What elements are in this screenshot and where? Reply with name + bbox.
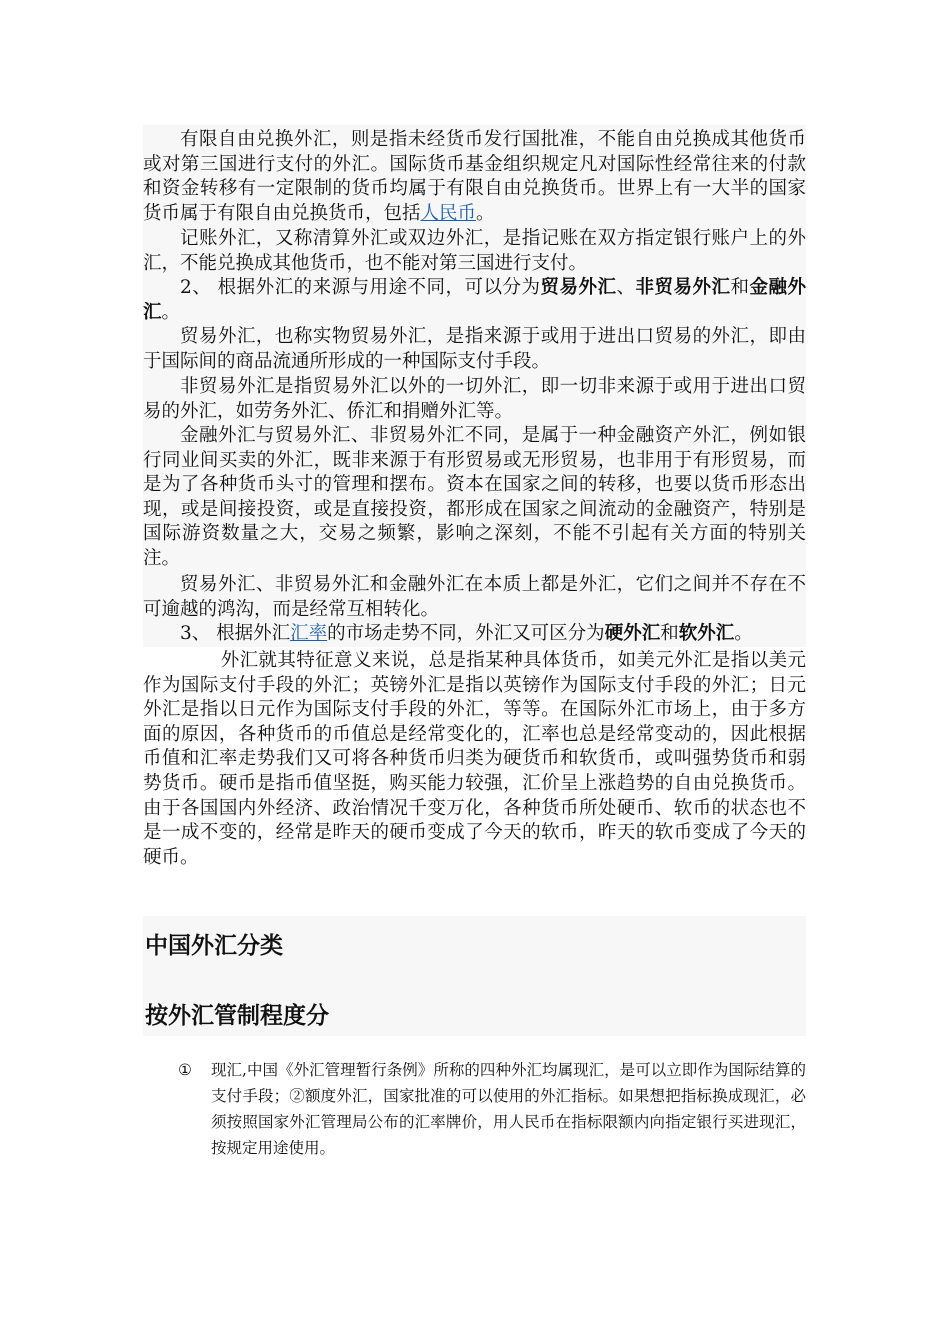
term-soft-fx: 软外汇 (678, 623, 735, 644)
link-exchange-rate[interactable]: 汇率 (290, 623, 328, 644)
link-renminbi[interactable]: 人民币 (420, 202, 477, 224)
heading-by-control-degree: 按外汇管制程度分 (145, 1003, 329, 1029)
list-item (178, 1057, 806, 1161)
term-hard-fx: 硬外汇 (604, 623, 661, 644)
paragraph-classification-2: 2、 根据外汇的来源与用途不同，可以分为贸易外汇、非贸易外汇和金融外汇。 (143, 277, 806, 323)
term-financial-fx: 金融外汇 (143, 277, 806, 323)
term-trade-fx: 贸易外汇 (540, 277, 617, 298)
paragraph-hard-soft-currency: 外汇就其特征意义来说，总是指某种具体货币，如美元外汇是指以美元作为国际支付手段的外汇；英镑外汇是指以英镑作为国际支付手段的外汇；日元外汇是指以日元作为国际支付手段的外汇，等等。在国际外汇市场上，由于多方面的原因，各种货币的币值总是经常变化的，汇率也总是经常变动的，因此根据币值和汇率走势我们又可将各种货币归类为硬货币和软货币，或叫强势货币和弱势货币。硬币是指币值坚挺，购买能力较强，汇价呈上涨趋势的自由兑换货币。由于各国国内外经济、政治情况千变万化，各种货币所处硬币、软币的状态也不是一成不变的，经常是昨天的硬币变成了今天的软币，昨天的软币变成了今天的硬币。 (143, 650, 806, 868)
paragraph-trade-fx: 贸易外汇，也称实物贸易外汇，是指来源于或用于进出口贸易的外汇，即由于国际间的商品流通所形成的一种国际支付手段。 (143, 326, 806, 372)
list-marker: ① (178, 1061, 192, 1079)
paragraph-non-trade-fx: 非贸易外汇是指贸易外汇以外的一切外汇，即一切非来源于或用于进出口贸易的外汇，如劳务外汇、侨汇和捐赠外汇等。 (143, 376, 806, 422)
list-item-text: 现汇,中国《外汇管理暂行条例》所称的四种外汇均属现汇，是可以立即作为国际结算的支付手段；②额度外汇，国家批准的可以使用的外汇指标。如果想把指标换成现汇，必须按照国家外汇管理局公布的汇率牌价，用人民币在指标限额内向指定银行买进现汇，按规定用途使用。 (211, 1061, 806, 1157)
term-non-trade-fx: 非贸易外汇 (635, 277, 731, 298)
paragraph-classification-3: 3、 根据外汇汇率的市场走势不同，外汇又可区分为硬外汇和软外汇。 (180, 623, 753, 644)
paragraph-financial-fx: 金融外汇与贸易外汇、非贸易外汇不同，是属于一种金融资产外汇，例如银行同业间买卖的外汇，既非来源于有形贸易或无形贸易，也非用于有形贸易，而是为了各种货币头寸的管理和摆布。资本在国家之间的转移，也要以货币形态出现，或是间接投资，或是直接投资，都形成在国家之间流动的金融资产，特别是国际游资数量之大，交易之频繁，影响之深刻，不能不引起有关方面的特别关注。 (143, 425, 806, 569)
paragraph-clearing-fx: 记账外汇，又称清算外汇或双边外汇，是指记账在双方指定银行账户上的外汇，不能兑换成其他货币，也不能对第三国进行支付。 (143, 228, 806, 274)
paragraph-limited-convertible: 有限自由兑换外汇，则是指未经货币发行国批准，不能自由兑换成其他货币或对第三国进行支付的外汇。国际货币基金组织规定凡对国际性经常往来的付款和资金转移有一定限制的货币均属于有限自由兑换货币。世界上有一大半的国家货币属于有限自由兑换货币，包括人民币。 (143, 129, 806, 224)
heading-china-fx-classification: 中国外汇分类 (145, 933, 283, 959)
paragraph-conversion: 贸易外汇、非贸易外汇和金融外汇在本质上都是外汇，它们之间并不存在不可逾越的鸿沟，而是经常互相转化。 (143, 574, 806, 620)
